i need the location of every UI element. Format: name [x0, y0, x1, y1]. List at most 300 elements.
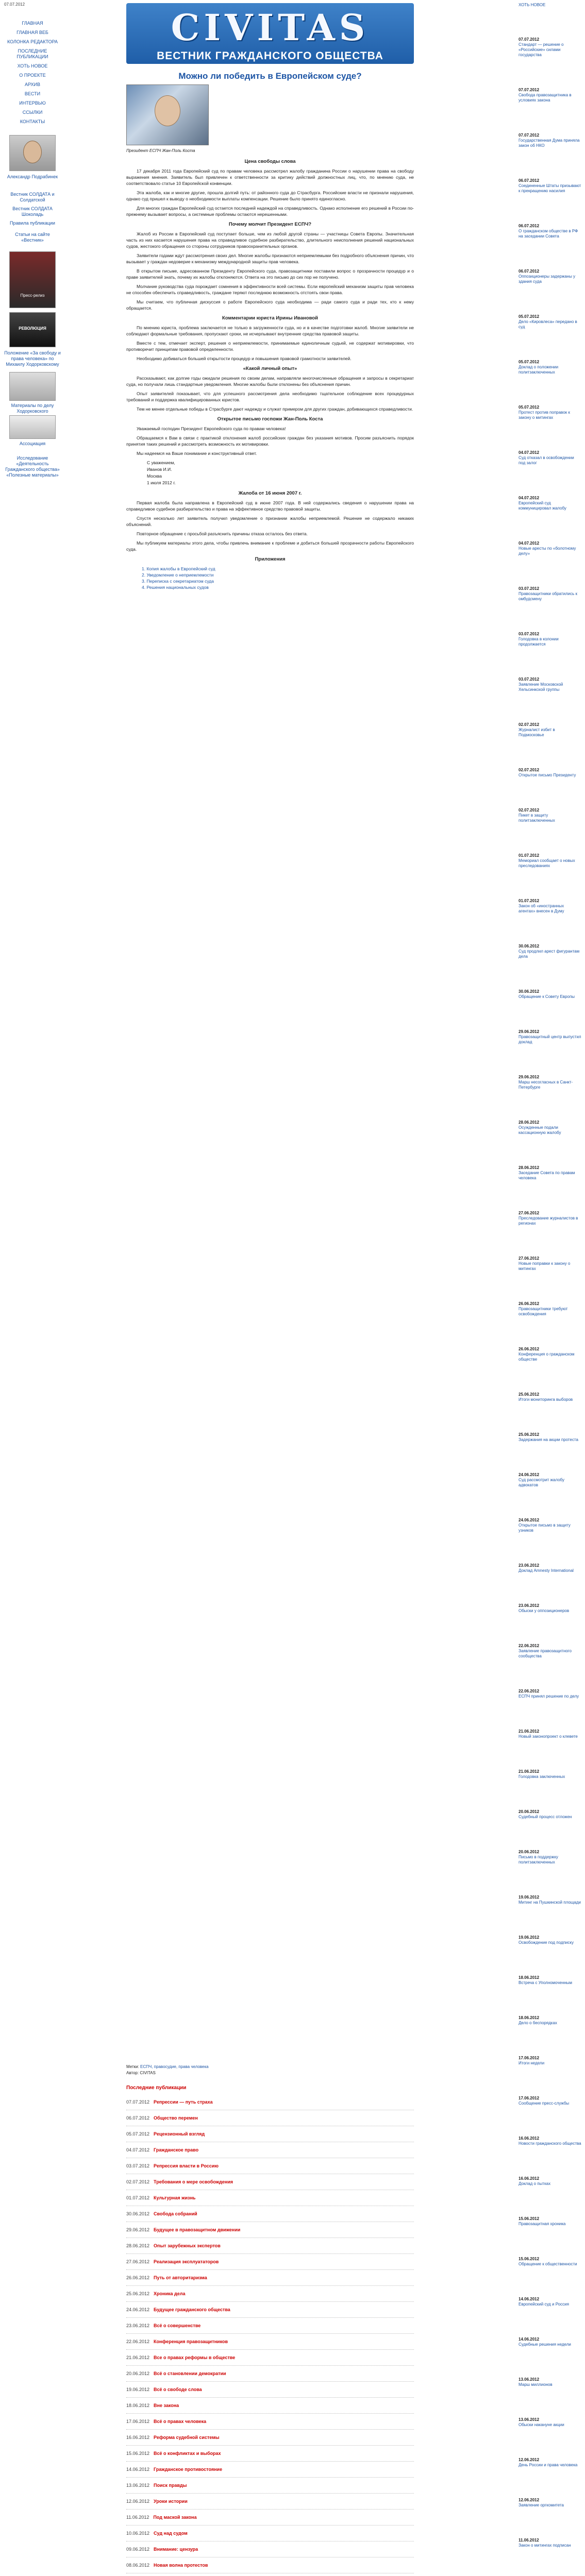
news-date: 02.07.2012	[519, 808, 540, 812]
news-link[interactable]: Голодовка заключенных	[519, 1774, 565, 1779]
related-item[interactable]	[126, 2398, 414, 2414]
author-photo[interactable]	[9, 135, 56, 171]
author-caption: Александр Подрабинек	[7, 174, 58, 179]
news-date: 22.06.2012	[519, 1643, 540, 1648]
author-face-icon	[23, 141, 42, 163]
nav-item[interactable]: ГЛАВНАЯ	[22, 21, 43, 26]
right-news-item	[519, 1518, 581, 1533]
signature-line: Москва	[147, 473, 162, 479]
related-link[interactable]: Репрессия власти в Россию	[154, 2163, 219, 2168]
side-image[interactable]	[9, 415, 56, 439]
article-paragraph: 17 декабря 2011 года Европейский суд по правам человека рассмотрел жалобу гражданина России о нарушении права на свободу выражения мнения. Заявитель был привлечен к ответственности за критику действий должностных лиц, что, по мнению суда, не соответствовало статье 10 Европейской конвенции.	[126, 168, 414, 186]
nav-item[interactable]: ГЛАВНАЯ ВЕБ	[16, 30, 48, 35]
related-link[interactable]: Реализация эксплуататоров	[154, 2259, 219, 2264]
news-link[interactable]: Мемориал сообщает о новых преследованиях	[519, 858, 575, 868]
news-link[interactable]: Обращение к Совету Европы	[519, 994, 575, 999]
right-news-item	[519, 944, 581, 959]
related-item[interactable]	[126, 2254, 414, 2270]
right-news-item	[519, 360, 581, 375]
tags-values[interactable]: ЕСПЧ, правосудие, права человека	[140, 2064, 209, 2069]
right-news-item	[519, 1211, 581, 1226]
news-link[interactable]: Марш миллионов	[519, 2382, 553, 2387]
related-date: 18.06.2012	[126, 2403, 150, 2408]
related-date: 17.06.2012	[126, 2419, 150, 2424]
news-date: 13.06.2012	[519, 2377, 540, 2382]
related-item[interactable]	[126, 2238, 414, 2254]
news-link[interactable]: Судебные решения недели	[519, 2342, 571, 2347]
article-body	[126, 155, 414, 590]
news-link[interactable]: Сообщение пресс-службы	[519, 2101, 570, 2106]
related-list	[126, 2094, 414, 2576]
news-date: 15.06.2012	[519, 2216, 540, 2221]
news-link[interactable]: Доклад о положении политзаключенных	[519, 365, 559, 375]
related-link[interactable]: Опыт зарубежных экспертов	[154, 2243, 221, 2248]
right-news-item	[519, 2257, 581, 2267]
related-date: 26.06.2012	[126, 2275, 150, 2280]
news-link[interactable]: День России и права человека	[519, 2463, 578, 2467]
right-news-item	[519, 989, 581, 999]
news-link[interactable]: Правозащитный центр выпустил доклад	[519, 1035, 581, 1044]
news-date: 04.07.2012	[519, 450, 540, 455]
news-date: 17.06.2012	[519, 2096, 540, 2100]
right-news-item	[519, 405, 581, 420]
related-item[interactable]	[126, 2366, 414, 2382]
related-link[interactable]: Всё о правах человека	[154, 2419, 207, 2424]
related-link[interactable]: Гражданское противостояние	[154, 2467, 223, 2472]
article-paragraph: Вместе с тем, отмечает эксперт, решения о неприемлемости, принимаемые единоличным судьей, не содержат мотивировки, что противоречит принципам правовой определенности.	[126, 341, 414, 352]
news-date: 14.06.2012	[519, 2337, 540, 2342]
signature-line: С уважением,	[147, 460, 175, 465]
related-link[interactable]: Будущее в правозащитном движении	[154, 2227, 241, 2232]
related-link[interactable]: Поиск правды	[154, 2483, 187, 2488]
article-paragraph: Спустя несколько лет заявитель получил уведомление о признании жалобы неприемлемой. Решение не содержало никаких объяснений.	[126, 516, 414, 527]
banner-1-label: Пресс-релиз	[20, 293, 45, 298]
right-news-item	[519, 1769, 581, 1780]
section-heading: «Какой личный опыт»	[243, 366, 297, 371]
right-news-item	[519, 2056, 581, 2066]
news-link[interactable]: Новый законопроект о клевете	[519, 1734, 578, 1739]
related-item[interactable]	[126, 2174, 414, 2190]
related-link[interactable]: Хроника дела	[154, 2291, 186, 2296]
news-link[interactable]: Митинг на Пушкинской площади	[519, 1900, 581, 1905]
left-link[interactable]: Вестник СОЛДАТА Шоколадь	[12, 206, 53, 217]
news-link[interactable]: Журналист избит в Подмосковье	[519, 727, 555, 737]
news-date: 12.06.2012	[519, 2458, 540, 2462]
news-link[interactable]: Новости гражданского общества	[519, 2141, 581, 2146]
right-news-item	[519, 1029, 581, 1045]
related-date: 21.06.2012	[126, 2355, 150, 2360]
portrait-icon	[155, 95, 180, 126]
news-link[interactable]: Заседание Совета по правам человека	[519, 1171, 575, 1180]
tags-author: Автор: CIVITAS	[126, 2071, 156, 2075]
news-link[interactable]: Дело о беспорядках	[519, 2021, 557, 2025]
side-image[interactable]	[9, 372, 56, 401]
news-date: 06.07.2012	[519, 224, 540, 228]
right-news-item	[519, 1256, 581, 1272]
right-news-item	[519, 1120, 581, 1136]
related-item[interactable]	[126, 2110, 414, 2126]
attachment-link[interactable]: 3. Переписка с секретариатом суда	[142, 579, 214, 584]
article-tags	[126, 2064, 414, 2076]
news-link[interactable]: О гражданском обществе в РФ на заседании Совета	[519, 229, 578, 239]
news-date: 01.07.2012	[519, 853, 540, 858]
news-link[interactable]: Закон об «иностранных агентах» внесен в Думу	[519, 904, 564, 913]
related-link[interactable]: Гражданское право	[154, 2147, 199, 2153]
news-date: 06.07.2012	[519, 269, 540, 274]
article-paragraph: Уважаемый господин Президент Европейского суда по правам человека!	[137, 426, 286, 431]
news-link[interactable]: Суд отказал в освобождении под залог	[519, 455, 574, 465]
related-date: 27.06.2012	[126, 2259, 150, 2264]
related-date: 01.07.2012	[126, 2195, 150, 2200]
news-link[interactable]: Итоги недели	[519, 2061, 545, 2065]
news-link[interactable]: Обращение к общественности	[519, 2262, 577, 2266]
section-heading: Комментарии юриста Ирины Ивановой	[222, 315, 318, 321]
right-news-item	[519, 1603, 581, 1614]
related-link[interactable]: Под маской закона	[153, 2515, 197, 2520]
related-date: 04.07.2012	[126, 2147, 150, 2153]
news-link[interactable]: Итоги мониторинга выборов	[519, 1397, 573, 1402]
related-item[interactable]	[126, 2541, 414, 2557]
right-news-item	[519, 677, 581, 692]
left-link[interactable]: Правила публикации	[10, 221, 55, 226]
right-news-item	[519, 450, 581, 466]
news-date: 04.07.2012	[519, 541, 540, 546]
section-heading: Жалоба от 16 июня 2007 г.	[238, 490, 302, 496]
news-date: 13.06.2012	[519, 2417, 540, 2422]
related-link[interactable]: Вне закона	[154, 2403, 179, 2408]
related-link[interactable]: Репрессии — путь страха	[154, 2099, 213, 2105]
related-item[interactable]	[126, 2430, 414, 2446]
news-date: 19.06.2012	[519, 1895, 540, 1900]
left-nav	[4, 21, 61, 128]
article-paragraph: Тем не менее отдельные победы в Страсбурге дают надежду и служат примером для других граждан, добивающихся справедливости.	[137, 406, 413, 412]
right-news-item	[519, 1975, 581, 1986]
related-item[interactable]	[126, 2142, 414, 2158]
related-date: 03.07.2012	[126, 2163, 150, 2168]
news-link[interactable]: Соединенные Штаты призывают к прекращению насилия	[519, 183, 581, 193]
news-date: 03.07.2012	[519, 632, 540, 636]
news-date: 26.06.2012	[519, 1347, 540, 1351]
related-date: 11.06.2012	[126, 2515, 149, 2520]
right-news-item	[519, 1935, 581, 1945]
related-item[interactable]	[126, 2190, 414, 2206]
related-item[interactable]	[126, 2318, 414, 2334]
related-link[interactable]: Будущее гражданского общества	[154, 2307, 230, 2312]
nav-item[interactable]: ХОТЬ НОВОЕ	[17, 63, 48, 69]
related-link[interactable]: Всё о совершенстве	[154, 2323, 201, 2328]
promo-banner-2[interactable]	[9, 312, 56, 347]
related-date: 29.06.2012	[126, 2227, 150, 2232]
article-paragraph: Для многих граждан Европейский суд остается последней надеждой на справедливость. Однако исполнение его решений в России по-прежнему вызывает вопросы, а системные проблемы остаются нерешенными.	[126, 206, 414, 217]
right-news-column	[519, 2, 581, 2576]
news-link[interactable]: Новые аресты по «болотному делу»	[519, 546, 576, 556]
related-item[interactable]	[126, 2158, 414, 2174]
related-item[interactable]	[126, 2126, 414, 2142]
news-link[interactable]: Пикет в защиту политзаключенных	[519, 813, 555, 823]
news-link[interactable]: Правозащитники требуют освобождения	[519, 1307, 568, 1316]
news-link[interactable]: Европейский суд коммуницировал жалобу	[519, 501, 566, 511]
related-date: 19.06.2012	[126, 2387, 150, 2392]
news-link[interactable]: Марш несогласных в Санкт-Петербурге	[519, 1080, 573, 1090]
related-item[interactable]	[126, 2414, 414, 2430]
news-date: 18.06.2012	[519, 2015, 540, 2020]
tags-label: Метки:	[126, 2064, 139, 2069]
news-link[interactable]: Судебный процесс отложен	[519, 1815, 572, 1819]
news-date: 07.07.2012	[519, 88, 540, 92]
news-link[interactable]: Встреча с Уполномоченным	[519, 1980, 573, 1985]
section-heading: Почему молчит Президент ЕСПЧ?	[228, 222, 312, 227]
related-date: 06.07.2012	[126, 2115, 150, 2121]
related-item[interactable]	[126, 2222, 414, 2238]
news-link[interactable]: Закон о митингах подписан	[519, 2543, 571, 2548]
news-date: 24.06.2012	[519, 1472, 540, 1477]
related-link[interactable]: Новая волна протестов	[154, 2563, 208, 2568]
related-item[interactable]	[126, 2270, 414, 2286]
news-date: 18.06.2012	[519, 1975, 540, 1980]
logo-subtitle: ВЕСТНИК ГРАЖДАНСКОГО ОБЩЕСТВА	[157, 50, 383, 62]
nav-item[interactable]: ПОСЛЕДНИЕ ПУБЛИКАЦИИ	[16, 48, 48, 59]
right-news-item	[519, 1643, 581, 1659]
related-item[interactable]	[126, 2510, 414, 2526]
news-date: 29.06.2012	[519, 1075, 540, 1079]
related-item[interactable]	[126, 2526, 414, 2541]
related-item[interactable]	[126, 2462, 414, 2478]
news-link[interactable]: Обыски у оппозиционеров	[519, 1608, 570, 1613]
right-news-item	[519, 2297, 581, 2307]
right-news-item	[519, 1809, 581, 1820]
news-link[interactable]: Европейский суд и Россия	[519, 2302, 569, 2307]
section-heading: Открытое письмо госпожи Жан-Поль Коста	[217, 416, 323, 422]
news-link[interactable]: Открытое письмо Президенту	[519, 773, 576, 777]
section-heading: Цена свободы слова	[244, 159, 296, 164]
news-link[interactable]: Новые поправки к закону о митингах	[519, 1261, 571, 1271]
news-date: 06.07.2012	[519, 178, 540, 183]
nav-item[interactable]: ССЫЛКИ	[22, 110, 43, 115]
attachment-link[interactable]: 1. Копия жалобы в Европейский суд	[142, 566, 215, 571]
signature-line: Иванов И.И.	[147, 467, 172, 472]
related-date: 23.06.2012	[126, 2323, 150, 2328]
related-item[interactable]	[126, 2557, 414, 2573]
right-news-item	[519, 2176, 581, 2187]
news-link[interactable]: ЕСПЧ принял решение по делу	[519, 1694, 579, 1699]
right-news-item	[519, 2377, 581, 2387]
news-date: 27.06.2012	[519, 1256, 540, 1261]
nav-item[interactable]: КОЛОНКА РЕДАКТОРА	[7, 39, 58, 44]
related-item[interactable]	[126, 2446, 414, 2462]
news-date: 28.06.2012	[519, 1120, 540, 1125]
news-date: 21.06.2012	[519, 1769, 540, 1774]
news-date: 11.06.2012	[519, 2538, 539, 2543]
article-paragraph: Мы публикуем материалы этого дела, чтобы привлечь внимание к проблеме и добиться большей прозрачности работы Европейского суда.	[126, 540, 414, 552]
news-link[interactable]: Осужденные подали кассационную жалобу	[519, 1125, 561, 1135]
related-date: 15.06.2012	[126, 2451, 150, 2456]
right-news-item	[519, 722, 581, 738]
news-link[interactable]: Доклад о пытках	[519, 2181, 551, 2186]
left-link[interactable]: Статьи на сайте «Вестник»	[15, 232, 50, 243]
news-link[interactable]: Письмо в поддержку политзаключенных	[519, 1855, 558, 1865]
nav-item[interactable]: АРХИВ	[24, 82, 41, 87]
right-news-item	[519, 2458, 581, 2468]
news-link[interactable]: Стандарт — решение о «Российские» силами государства	[519, 42, 564, 57]
article-paragraph: В открытом письме, адресованном Президенту Европейского суда, правозащитники поставили вопрос о прозрачности процедур и о праве заявителей знать, почему их жалобы отклоняются. Ответа на это письмо до сих пор не получено.	[126, 268, 414, 280]
related-link[interactable]: Уроки истории	[154, 2499, 188, 2504]
attachment-link[interactable]: 2. Уведомление о неприемлемости	[142, 572, 214, 578]
related-link[interactable]: Суд над судом	[154, 2531, 188, 2536]
related-link[interactable]: Свобода собраний	[154, 2211, 197, 2216]
nav-item[interactable]: О ПРОЕКТЕ	[19, 73, 46, 78]
related-item[interactable]	[126, 2573, 414, 2576]
right-news-item	[519, 768, 581, 778]
right-news-item	[519, 1563, 581, 1573]
related-link[interactable]: Культурная жизнь	[154, 2195, 196, 2200]
news-link[interactable]: Суд продлил арест фигурантам дела	[519, 949, 580, 959]
news-date: 07.07.2012	[519, 37, 540, 42]
news-date: 12.06.2012	[519, 2498, 540, 2502]
news-link[interactable]: Правозащитники обратились к омбудсмену	[519, 591, 577, 601]
news-link[interactable]: Заявление Московской Хельсинкской группы	[519, 682, 563, 692]
news-date: 25.06.2012	[519, 1392, 540, 1397]
related-link[interactable]: Внимание: цензура	[154, 2547, 198, 2552]
right-news-item	[519, 2417, 581, 2428]
article-paragraph: Заявители годами ждут рассмотрения своих дел. Многие жалобы признаются неприемлемыми без подробного объяснения причин, что вызывает у граждан недоверие к механизму международной защиты прав человека.	[126, 253, 414, 264]
related-link[interactable]: Требования о мере освобождения	[154, 2179, 233, 2184]
right-news-item	[519, 1301, 581, 1317]
site-logo[interactable]	[126, 3, 414, 64]
news-link[interactable]: Государственная Дума приняла закон об НКО	[519, 138, 580, 148]
news-date: 01.07.2012	[519, 899, 540, 903]
attachment-link[interactable]: 4. Решения национальных судов	[142, 585, 209, 590]
right-news-item	[519, 37, 581, 58]
news-link[interactable]: Обыски накануне акции	[519, 2422, 564, 2427]
news-date: 16.06.2012	[519, 2136, 540, 2141]
right-news-item	[519, 2015, 581, 2026]
news-link[interactable]: Заявление правозащитного сообщества	[519, 1649, 572, 1658]
left-caption: Положение «За свободу и права человека» по Михаилу Ходорковскому	[4, 350, 61, 367]
news-date: 03.07.2012	[519, 677, 540, 682]
right-news-item	[519, 2538, 581, 2548]
news-date: 23.06.2012	[519, 1563, 540, 1568]
news-date: 05.07.2012	[519, 314, 540, 319]
signature-line: 1 июля 2012 г.	[147, 480, 176, 485]
related-item[interactable]	[126, 2494, 414, 2510]
news-date: 07.07.2012	[519, 133, 540, 138]
news-link[interactable]: Задержания на акции протеста	[519, 1437, 578, 1442]
related-link[interactable]: Путь от авторитаризма	[154, 2275, 207, 2280]
right-news-item	[519, 1689, 581, 1699]
news-link[interactable]: Дело «Кировлеса» передано в суд	[519, 319, 577, 329]
related-link[interactable]: Конференция правозащитников	[154, 2339, 228, 2344]
news-date: 14.06.2012	[519, 2297, 540, 2301]
related-date: 10.06.2012	[126, 2531, 150, 2536]
news-link[interactable]: Протест против поправок к закону о митингах	[519, 410, 570, 420]
related-link[interactable]: Всё о конфликтах и выборах	[154, 2451, 221, 2456]
related-link[interactable]: Реформа судебной системы	[154, 2435, 220, 2440]
article-paragraph: Мы считаем, что публичная дискуссия о работе Европейского суда необходима — ради самого суда и ради тех, кто к нему обращается.	[126, 299, 414, 311]
news-link[interactable]: Доклад Amnesty International	[519, 1568, 574, 1573]
related-item[interactable]	[126, 2382, 414, 2398]
news-link[interactable]: Свобода правозащитника в условиях закона	[519, 93, 572, 103]
news-link[interactable]: Преследование журналистов в регионах	[519, 1216, 578, 1226]
right-news-item	[519, 224, 581, 239]
news-date: 20.06.2012	[519, 1850, 540, 1854]
news-link[interactable]: Конференция о гражданском обществе	[519, 1352, 575, 1362]
right-news-item	[519, 1165, 581, 1181]
right-news-item	[519, 2136, 581, 2146]
related-link[interactable]: Всё о свободе слова	[154, 2387, 202, 2392]
right-news-item	[519, 899, 581, 914]
related-date: 30.06.2012	[126, 2211, 150, 2216]
related-date: 24.06.2012	[126, 2307, 150, 2312]
related-date: 20.06.2012	[126, 2371, 150, 2376]
right-news-item	[519, 1347, 581, 1362]
article-headline: Можно ли победить в Европейском суде?	[178, 71, 362, 81]
news-link[interactable]: Голодовка в колонии продолжается	[519, 637, 559, 647]
attachments-heading: Приложения	[255, 556, 286, 562]
related-link[interactable]: Все о правах реформы в обществе	[154, 2355, 236, 2360]
related-date: 25.06.2012	[126, 2291, 150, 2296]
article-paragraph: Первая жалоба была направлена в Европейский суд в июне 2007 года. В ней содержались сведения о нарушении права на справедливое судебное разбирательство и права на эффективное средство правовой защиты.	[126, 500, 414, 512]
related-date: 07.07.2012	[126, 2099, 150, 2105]
news-date: 30.06.2012	[519, 989, 540, 994]
banner-2-label: РЕВОЛЮЦИЯ	[19, 326, 46, 331]
article-paragraph: Молчание руководства суда порождает сомнения в эффективности всей системы. Если европейский механизм защиты прав человека не способен обеспечить справедливость, граждане теряют последнюю возможность отстоять свои права.	[126, 284, 414, 295]
related-item[interactable]	[126, 2206, 414, 2222]
right-news-item	[519, 586, 581, 602]
news-date: 26.06.2012	[519, 1301, 540, 1306]
photo-caption: Президент ЕСПЧ Жан-Поль Коста	[126, 148, 195, 153]
related-item[interactable]	[126, 2478, 414, 2494]
news-link[interactable]: Открытое письмо в защиту узников	[519, 1523, 571, 1533]
news-link[interactable]: Суд рассмотрит жалобу адвокатов	[519, 1478, 564, 1487]
related-item[interactable]	[126, 2094, 414, 2110]
related-link[interactable]: Рецензионный взгляд	[154, 2131, 205, 2137]
news-date: 15.06.2012	[519, 2257, 540, 2261]
related-link[interactable]: Общество перемен	[154, 2115, 198, 2121]
related-item[interactable]	[126, 2350, 414, 2366]
right-news-item	[519, 178, 581, 194]
nav-item[interactable]: КОНТАКТЫ	[20, 119, 45, 124]
related-item[interactable]	[126, 2334, 414, 2350]
right-news-item	[519, 314, 581, 330]
news-link[interactable]: Заявление оргкомитета	[519, 2503, 564, 2507]
right-news-item	[519, 2216, 581, 2227]
related-link[interactable]: Всё о становлении демократии	[154, 2371, 226, 2376]
news-link[interactable]: Освобождение под подписку	[519, 1940, 574, 1945]
left-caption: Материалы по делу Ходорковского	[11, 403, 54, 414]
nav-item[interactable]: ИНТЕРВЬЮ	[19, 100, 46, 106]
related-date: 14.06.2012	[126, 2467, 150, 2472]
left-link[interactable]: Исследование «Деятельность Гражданского общества» «Полезные материалы»	[5, 455, 60, 478]
article-paragraph: Необходимо добиваться большей открытости процедур и повышения правовой грамотности заявителей.	[137, 356, 352, 361]
news-link[interactable]: Оппозиционеры задержаны у здания суда	[519, 274, 576, 284]
related-date: 02.07.2012	[126, 2179, 150, 2184]
related-item[interactable]	[126, 2286, 414, 2302]
right-news-item	[519, 632, 581, 647]
related-item[interactable]	[126, 2302, 414, 2318]
right-news-item	[519, 1895, 581, 1905]
news-date: 20.06.2012	[519, 1809, 540, 1814]
right-column-header[interactable]: ХОТЬ НОВОЕ	[519, 3, 546, 7]
right-news-item	[519, 133, 581, 148]
related-date: 12.06.2012	[126, 2499, 150, 2504]
related-date: 13.06.2012	[126, 2483, 150, 2488]
article-paragraph: Жалоб из России в Европейский суд поступает больше, чем из любой другой страны — участницы Совета Европы. Значительная часть из них касается нарушения права на справедливое судебное разбирательство, длительного неисполнения решений национальных судов, жестокого обращения со стороны сотрудников правоохранительных органов.	[126, 231, 414, 249]
news-link[interactable]: Правозащитная хроника	[519, 2222, 566, 2226]
left-link[interactable]: Вестник СОЛДАТА и Солдатской	[10, 192, 55, 202]
news-date: 16.06.2012	[519, 2176, 540, 2181]
promo-banner-1[interactable]	[9, 251, 56, 308]
nav-item[interactable]: ВЕСТИ	[24, 91, 41, 96]
